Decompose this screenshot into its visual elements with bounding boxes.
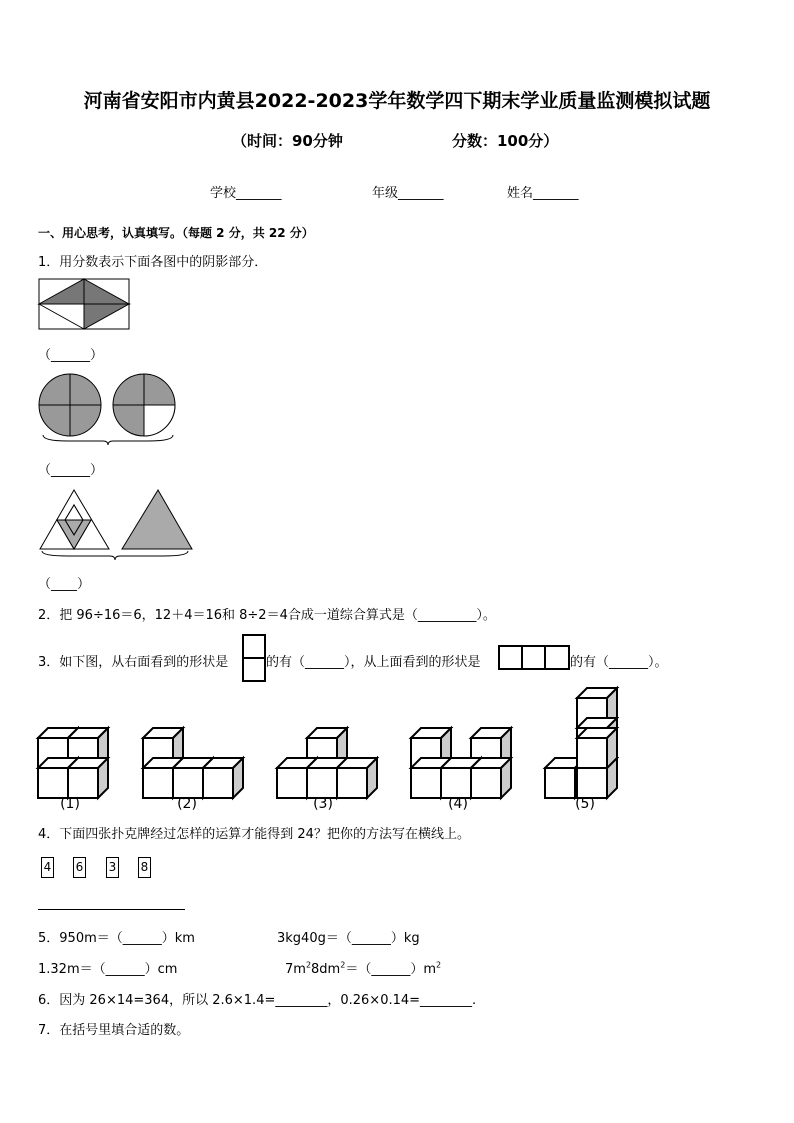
school-field[interactable]: 学校_______: [210, 186, 282, 201]
q3-label-1: (1): [60, 796, 80, 812]
question-5a: 5．950m＝（______）km: [38, 931, 195, 946]
q1-blank-b[interactable]: （______）: [38, 463, 104, 478]
q4-card-4: 8: [138, 856, 151, 878]
q4-card-2: 6: [73, 856, 86, 878]
score-label: 分数：100分）: [452, 132, 559, 150]
question-5c: 1.32m＝（______）cm: [38, 962, 178, 977]
q1-blank-c[interactable]: （____）: [38, 577, 91, 592]
q3-label-2: (2): [177, 796, 197, 812]
question-3-part1: 3．如下图，从右面看到的形状是: [38, 655, 229, 670]
q3-cube-figures: [0, 686, 794, 796]
q1-rectangle-figure: [38, 278, 130, 330]
q4-card-3: 3: [106, 856, 119, 878]
q3-side-view-shape: [242, 634, 266, 682]
question-4: 4．下面四张扑克牌经过怎样的运算才能得到 24？把你的方法写在横线上。: [38, 827, 470, 842]
grade-field[interactable]: 年级_______: [372, 186, 444, 201]
q3-top-view-shape: [498, 645, 570, 670]
q1-triangles-figure: [38, 488, 196, 562]
question-1: 1．用分数表示下面各图中的阴影部分．: [38, 255, 268, 270]
time-label: （时间：90分钟: [232, 132, 343, 150]
question-6: 6．因为 26×14=364，所以 2.6×1.4=________，0.26×0.14=________.: [38, 993, 477, 1008]
q1-circles-figure: [38, 373, 180, 445]
page-title: 河南省安阳市内黄县2022-2023学年数学四下期末学业质量监测模拟试题: [83, 90, 711, 112]
section-heading: 一、用心思考，认真填写。（每题 2 分，共 22 分）: [38, 226, 314, 240]
question-2: 2．把 96÷16＝6，12＋4＝16和 8÷2＝4合成一道综合算式是（_________）。: [38, 608, 496, 623]
q3-label-4: (4): [448, 796, 468, 812]
question-5d: $7m^28dm^2=(\_\_\_\_\_\_)m^2$: [285, 960, 442, 977]
q3-label-3: (3): [313, 796, 333, 812]
q3-label-5: (5): [575, 796, 595, 812]
question-3-part3: 的有（______）。: [570, 655, 668, 670]
question-3-part2: 的有（______），从上面看到的形状是: [266, 655, 481, 670]
q4-answer-line[interactable]: [38, 909, 185, 910]
question-5b: 3kg40g＝（______）kg: [277, 931, 420, 946]
q1-blank-a[interactable]: （______）: [38, 348, 104, 363]
question-7: 7．在括号里填合适的数。: [38, 1023, 190, 1038]
q4-card-1: 4: [41, 856, 54, 878]
name-field[interactable]: 姓名_______: [507, 186, 579, 201]
